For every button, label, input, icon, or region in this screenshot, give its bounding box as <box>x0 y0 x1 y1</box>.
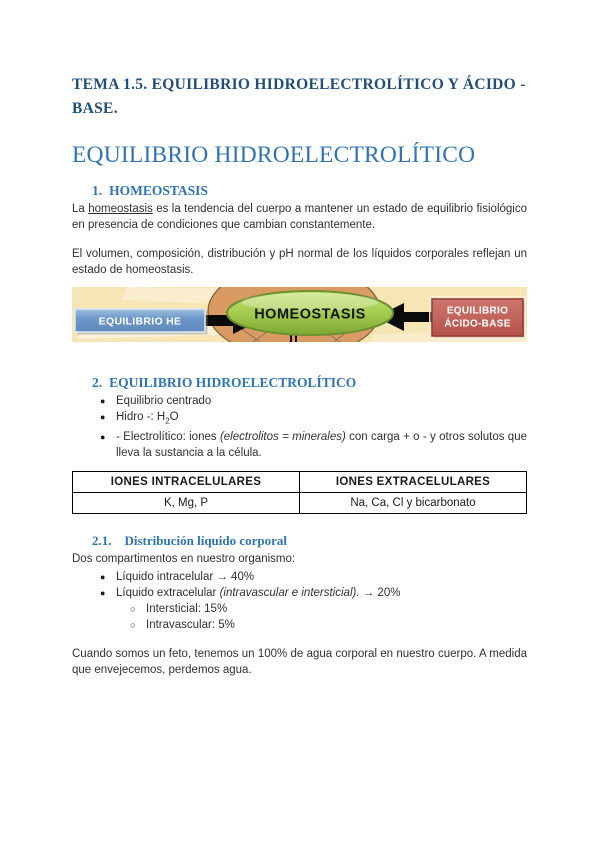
homeostasis-diagram-figure <box>72 287 527 342</box>
text-run: → 20% <box>359 587 401 600</box>
italic-run: (electrolitos = minerales) <box>219 431 346 444</box>
main-title: EQUILIBRIO HIDROELECTROLÍTICO <box>72 142 476 168</box>
table-header-extracelulares: IONES EXTRACELULARES <box>300 472 527 493</box>
list-item-text: Equilibrio centrado <box>116 395 212 407</box>
section-number: 1. <box>92 183 103 198</box>
text-run: O <box>169 411 179 423</box>
text-run: - Electrolítico: iones <box>116 431 220 444</box>
list-item-text: Intravascular: 5% <box>146 619 235 632</box>
paragraph-homeostasis-definition <box>72 201 527 233</box>
course-heading <box>72 73 527 121</box>
text-run: La <box>72 203 89 215</box>
sub-list-item <box>72 617 527 633</box>
course-heading-line1: TEMA 1.5. EQUILIBRIO HIDROELECTROLÍTICO Y ÁCIDO - <box>72 76 526 93</box>
homeostasis-diagram <box>72 287 527 342</box>
paragraph-compartimentos: Dos compartimentos en nuestro organismo: <box>72 553 296 566</box>
list-item-text: Intersticial: 15% <box>146 603 228 616</box>
table-cell-intracelulares: K, Mg, P <box>73 493 300 514</box>
equilibrio-he-label: EQUILIBRIO HE <box>98 315 182 328</box>
sub-list-item <box>72 601 527 617</box>
subscript: 2 <box>165 416 170 426</box>
bullet-icon: ● <box>100 588 106 599</box>
list-item-text <box>116 429 527 461</box>
table-header-intracelulares: IONES INTRACELULARES <box>73 472 300 493</box>
list-item-text <box>116 585 527 601</box>
underlined-term-homeostasis: homeostasis <box>88 203 153 215</box>
section-title: EQUILIBRIO HIDROELECTROLÍTICO <box>109 375 357 390</box>
list-item <box>72 585 527 601</box>
bullet-icon: ● <box>100 432 106 443</box>
section-number: 2.1. <box>92 533 112 549</box>
section-heading-equilibrio <box>92 374 527 391</box>
bullet-icon: ● <box>100 572 106 583</box>
section-heading-homeostasis <box>92 182 527 199</box>
section-title: Distribución líquido corporal <box>124 533 288 549</box>
paragraph-volumen: El volumen, composición, distribución y pH normal de los líquidos corporales reflejan un estado de homeostasis. <box>72 248 527 276</box>
list-item <box>72 409 527 429</box>
list-item-text: Líquido intracelular → 40% <box>116 571 255 584</box>
text-run: con carga + o - y otros solutos que lleva la sustancia a la célula. <box>116 431 527 460</box>
course-heading-line2: BASE. <box>72 100 118 117</box>
acido-base-label-line1: EQUILIBRIO <box>446 305 509 317</box>
homeostasis-label: HOMEOSTASIS <box>254 306 366 323</box>
table-row <box>73 493 527 514</box>
section-title: HOMEOSTASIS <box>109 183 208 198</box>
list-item <box>72 569 527 585</box>
text-run: Hidro -: H <box>116 411 166 423</box>
text-run: es la tendencia del cuerpo a mantener un estado de equilibrio fisiológico en presencia de condiciones que cambian constantemente. <box>72 203 527 231</box>
table-cell-extracelulares: Na, Ca, Cl y bicarbonato <box>300 493 527 514</box>
distribucion-bullet-list <box>72 569 527 633</box>
bullet-icon: ● <box>100 412 106 422</box>
list-item-text <box>116 409 527 429</box>
acido-base-label-line2: ÁCIDO-BASE <box>444 318 511 330</box>
section-heading-distribucion <box>92 532 527 549</box>
section-number: 2. <box>92 375 103 390</box>
text-run: Líquido extracelular <box>116 587 220 600</box>
bullet-icon: ● <box>100 396 106 406</box>
list-item <box>72 393 527 409</box>
list-item <box>72 429 527 461</box>
paragraph-feto: Cuando somos un feto, tenemos un 100% de agua corporal en nuestro cuerpo. A medida que envejecemos, perdemos agua. <box>72 648 527 677</box>
table-header-row <box>73 472 527 493</box>
iones-table <box>72 471 527 514</box>
hollow-bullet-icon: ○ <box>130 604 136 615</box>
italic-run: (intravascular e intersticial). <box>219 587 360 600</box>
hollow-bullet-icon: ○ <box>130 620 136 631</box>
equilibrio-bullet-list <box>72 393 527 461</box>
